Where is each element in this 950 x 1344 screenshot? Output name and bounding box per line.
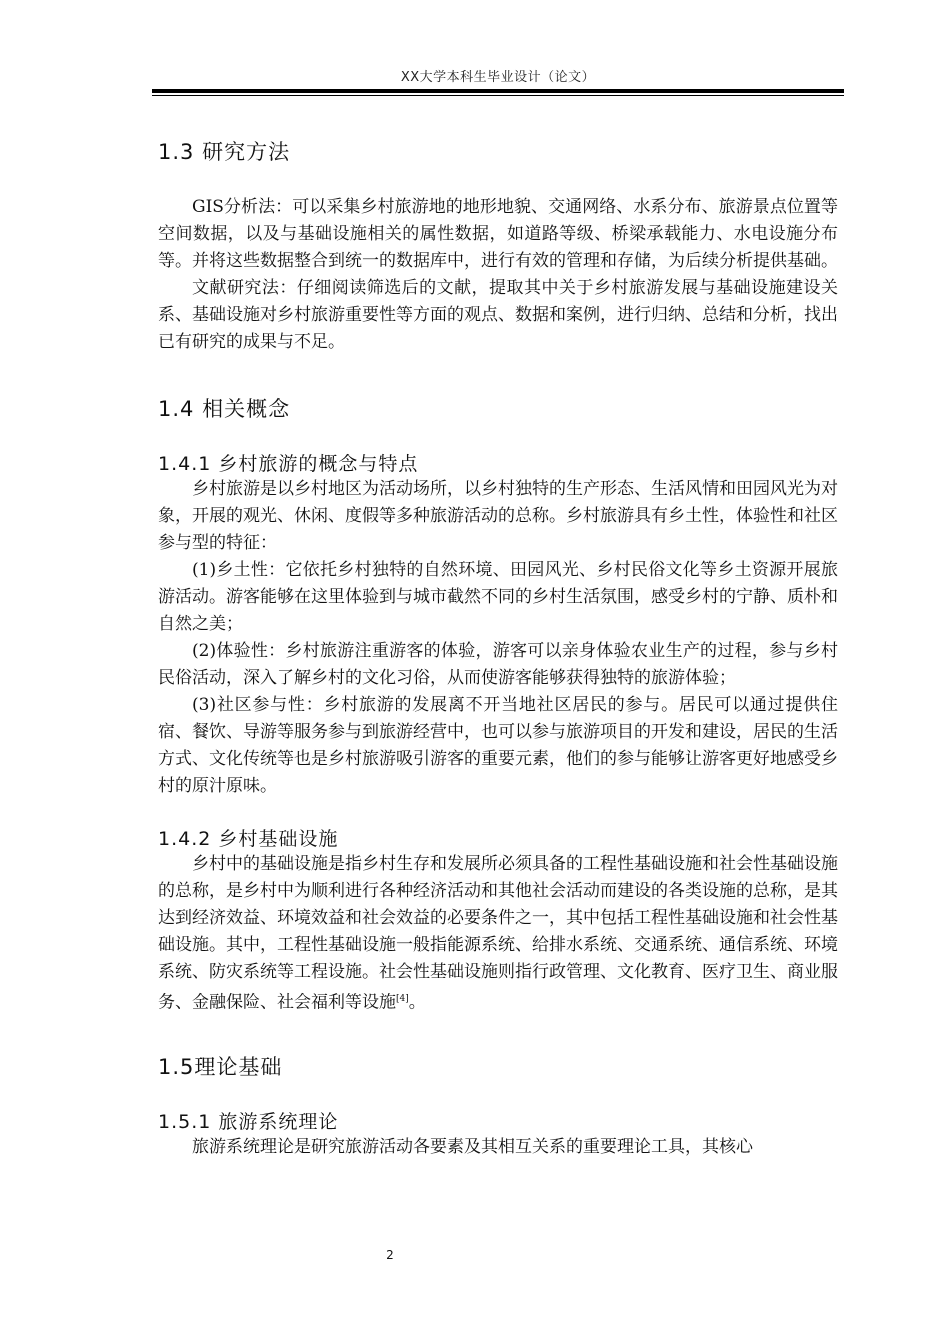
subsection-heading-1-4-2: 1.4.2 乡村基础设施 <box>158 828 339 850</box>
subsection-heading-1-5-1: 1.5.1 旅游系统理论 <box>158 1110 339 1133</box>
paragraph-rural-nature: (1)乡土性：它依托乡村独特的自然环境、田园风光、乡村民俗文化等乡土资源开展旅游活动。游客能够在这里体验到与城市截然不同的乡村生活氛围，感受乡村的宁静、质朴和自然之美； <box>158 560 838 634</box>
paragraph-gis-method: GIS分析法：可以采集乡村旅游地的地形地貌、交通网络、水系分布、旅游景点位置等空间数据，以及与基础设施相关的属性数据，如道路等级、桥梁承载能力、水电设施分布等。并将这些数据整合到统一的数据库中，进行有效的管理和存储，为后续分析提供基础。 <box>158 197 838 271</box>
section-heading-1-3: 1.3 研究方法 <box>158 140 291 164</box>
page-header-title: XX大学本科生毕业设计（论文） <box>400 70 596 85</box>
section-heading-1-4: 1.4 相关概念 <box>158 397 291 421</box>
infrastructure-text: 乡村中的基础设施是指乡村生存和发展所必须具备的工程性基础设施和社会性基础设施的总称，是乡村中为顺利进行各种经济活动和其他社会活动而建设的各类设施的总称，是其达到经济效益、环境效益和社会效益的必要条件之一，其中包括工程性基础设施和社会性基础设施。其中，工程性基础设施一般指能源系统、给排水系统、交通系统、通信系统、环境系统、防灾系统等工程设施。社会性基础设施则指行政管理、文化教育、医疗卫生、商业服务、金融保险、社会福利等设施 <box>158 854 838 1013</box>
paragraph-experiential: (2)体验性：乡村旅游注重游客的体验，游客可以亲身体验农业生产的过程，参与乡村民俗活动，深入了解乡村的文化习俗，从而使游客能够获得独特的旅游体验； <box>158 641 838 688</box>
paragraph-community-participation: (3)社区参与性：乡村旅游的发展离不开当地社区居民的参与。居民可以通过提供住宿、餐饮、导游等服务参与到旅游经营中，也可以参与旅游项目的开发和建设，居民的生活方式、文化传统等也是乡村旅游吸引游客的重要元素，他们的参与能够让游客更好地感受乡村的原汁原味。 <box>158 695 838 796</box>
section-heading-1-5: 1.5理论基础 <box>158 1054 283 1079</box>
paragraph-rural-tourism-definition: 乡村旅游是以乡村地区为活动场所，以乡村独特的生产形态、生活风情和田园风光为对象，开展的观光、休闲、度假等多种旅游活动的总称。乡村旅游具有乡土性，体验性和社区参与型的特征： <box>158 479 838 553</box>
header-rule-thin <box>152 95 844 96</box>
document-body <box>158 136 838 1161</box>
citation-ref: [4] <box>396 994 409 1004</box>
subsection-heading-1-4-1: 1.4.1 乡村旅游的概念与特点 <box>158 453 419 475</box>
page-number: 2 <box>386 1248 394 1262</box>
paragraph-tourism-system: 旅游系统理论是研究旅游活动各要素及其相互关系的重要理论工具，其核心 <box>192 1136 753 1157</box>
header-rule-thick <box>152 89 844 93</box>
infrastructure-end: 。 <box>408 992 426 1013</box>
paragraph-rural-infrastructure <box>158 851 838 1017</box>
paragraph-literature-method: 文献研究法：仔细阅读筛选后的文献，提取其中关于乡村旅游发展与基础设施建设关系、基础设施对乡村旅游重要性等方面的观点、数据和案例，进行归纳、总结和分析，找出已有研究的成果与不足。 <box>158 278 838 352</box>
